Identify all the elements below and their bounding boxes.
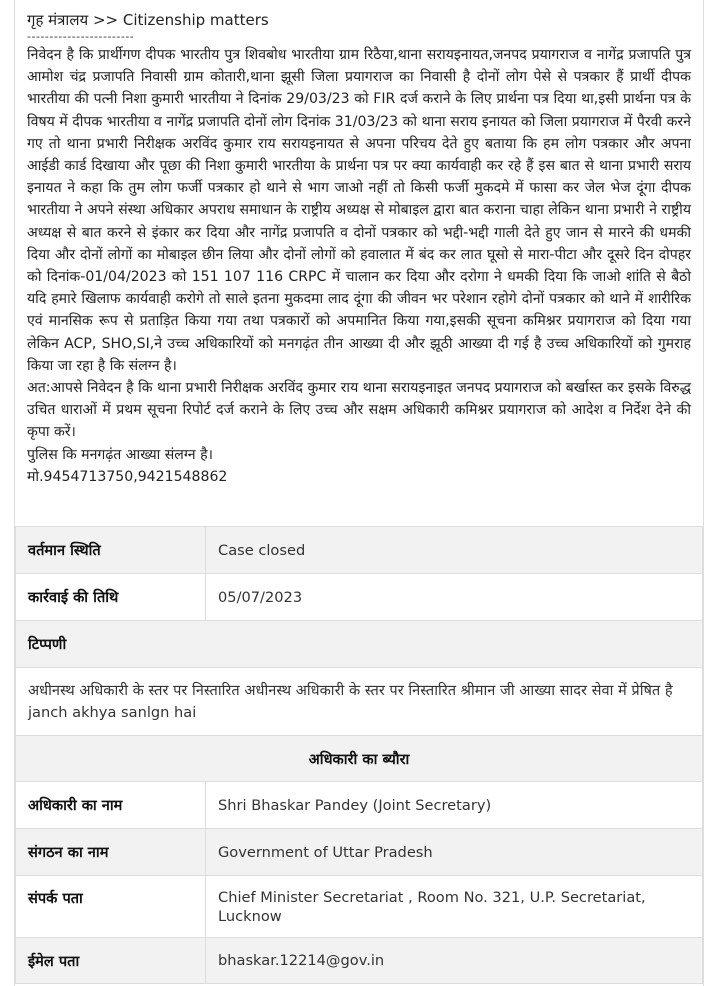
status-details-table [15,526,703,984]
contact-address-row [16,876,703,938]
grievance-contact-numbers: मो.9454713750,9421548862 [27,468,228,485]
remark-label: टिप्पणी [16,621,703,668]
status-value: Case closed [206,527,703,574]
remark-text-row [16,668,703,736]
grievance-paragraph-request: अत:आपसे निवेदन है कि थाना प्रभारी निरीक्षक अरविंद कुमार राय थाना सरायइनाइत जनपद प्रयागराज को बर्खास्त कर इसके विरुद्ध उचित धाराओं में प्रथम सूचना रिपोर्ट दर्ज कराने के लिए उच्च और सक्षम अधिकारी कमिश्नर प्रयागराज को आदेश व निर्देश देने की कृपा करें। [27,380,691,441]
contact-address-line2: Lucknow [218,907,282,925]
status-row [16,527,703,574]
breadcrumb: गृह मंत्रालय >> Citizenship matters [27,11,269,29]
organization-value: Government of Uttar Pradesh [206,829,703,876]
action-date-value: 05/07/2023 [206,574,703,621]
contact-address-value [206,876,703,938]
grievance-paragraph-attachment-note: पुलिस कि मनगढ़ंत आख्या संलग्न है। [27,446,213,463]
officer-heading-row [16,736,703,782]
action-date-label: कार्रवाई की तिथि [16,574,206,621]
email-label: ईमेल पता [16,938,206,984]
organization-label: संगठन का नाम [16,829,206,876]
remark-text: अधीनस्थ अधिकारी के स्तर पर निस्तारित अधीनस्थ अधिकारी के स्तर पर निस्तारित श्रीमान जी आख्या सादर सेवा में प्रेषित है janch akhya sanlgn hai [16,668,703,736]
grievance-page [14,0,704,986]
contact-address-label: संपर्क पता [16,876,206,938]
email-value[interactable]: bhaskar.12214@gov.in [206,938,703,984]
officer-name-label: अधिकारी का नाम [16,782,206,829]
remark-heading-row [16,621,703,668]
contact-address-line1: Chief Minister Secretariat , Room No. 321, U.P. Secretariat, [218,888,646,906]
grievance-body [27,44,691,488]
officer-name-row [16,782,703,829]
text-divider: ------------------------ [27,30,135,43]
organization-row [16,829,703,876]
grievance-paragraph-main: निवेदन है कि प्रार्थीगण दीपक भारतीय पुत्र शिवबोध भारतीया ग्राम रिठैया,थाना सरायइनायत,जनपद प्रयागराज व नागेंद्र प्रजापति पुत्र आमोश चंद्र प्रजापति निवासी ग्राम कोतारी,थाना झूसी जिला प्रयागराज का निवासी है दोनों लोग पेसे से पत्रकार हैं प्रार्थी दीपक भारतीया की पत्नी निशा कुमारी भारतीया ने दिनांक 29/03/23 को FIR दर्ज कराने के लिए प्रार्थना पत्र दिया था,इसी प्रार्थना पत्र के विषय में दीपक भारतीया व नागेंद्र प्रजापति दोनों लोग दिनांक 31/03/23 को थाना सराय इनायत को जिला प्रयागराज में पैरवी करने गए तो थाना प्रभारी निरीक्षक अरविंद कुमार राय सरायइनायत से अपना परिचय देते हुए बताया कि हम लोग पत्रकार और अपना आईडी कार्ड दिखाया और पूछा की निशा कुमारी भारतीया के प्रार्थना पत्र पर क्या कार्यवाही कर रहे हैं इस बात से थाना प्रभारी सराय इनायत ने कहा कि तुम लोग फर्जी पत्रकार हो थाने से भाग जाओ नहीं तो किसी फर्जी मुकदमे में फासा कर जेल भेज दूंगा दीपक भारतीया ने अपने संस्था अधिकार अपराध समाधान के राष्ट्रीय अध्यक्ष से मोबाइल द्वारा बात कराना चाहा लेकिन थाना प्रभारी ने राष्ट्रीय अध्यक्ष से बात करने से इंकार कर दिया और नागेंद्र प्रजापति व दोनों पत्रकार को भद्दी-भद्दी गाली देते हुए जान से मारने की धमकी दिया और दोनों लोगों का मोबाइल छीन लिया और दोनों लोगों को हवालात में बंद कर लात घूसो से मारा-पीटा और दूसरे दिन दोपहर को दिनांक-01/04/2023 को 151 107 116 CRPC में चालान कर दिया और दरोगा ने धमकी दिया कि जाओ शांति से बैठो यदि हमारे खिलाफ कार्यवाही करोगे तो साले इतना मुकदमा लाद दूंगा की जीवन भर परेशान रहोगे दोनों पत्रकार को थाने में शारीरिक एवं मानसिक रूप से प्रताड़ित किया गया तथा पत्रकारों को अपमानित किया गया,इसकी सूचना कमिश्नर प्रयागराज को दिया गया लेकिन ACP, SHO,SI,ने उच्च अधिकारियों को मनगढ़ंत तीन आख्या दी और झूठी आख्या दी गई है उच्च अधिकारियों को गुमराह किया जा रहा है कि संलग्न है। [27,47,692,374]
email-row [16,938,703,984]
officer-name-value: Shri Bhaskar Pandey (Joint Secretary) [206,782,703,829]
officer-heading: अधिकारी का ब्यौरा [16,736,703,782]
grievance-section [15,0,703,488]
status-label: वर्तमान स्थिति [16,527,206,574]
action-date-row [16,574,703,621]
